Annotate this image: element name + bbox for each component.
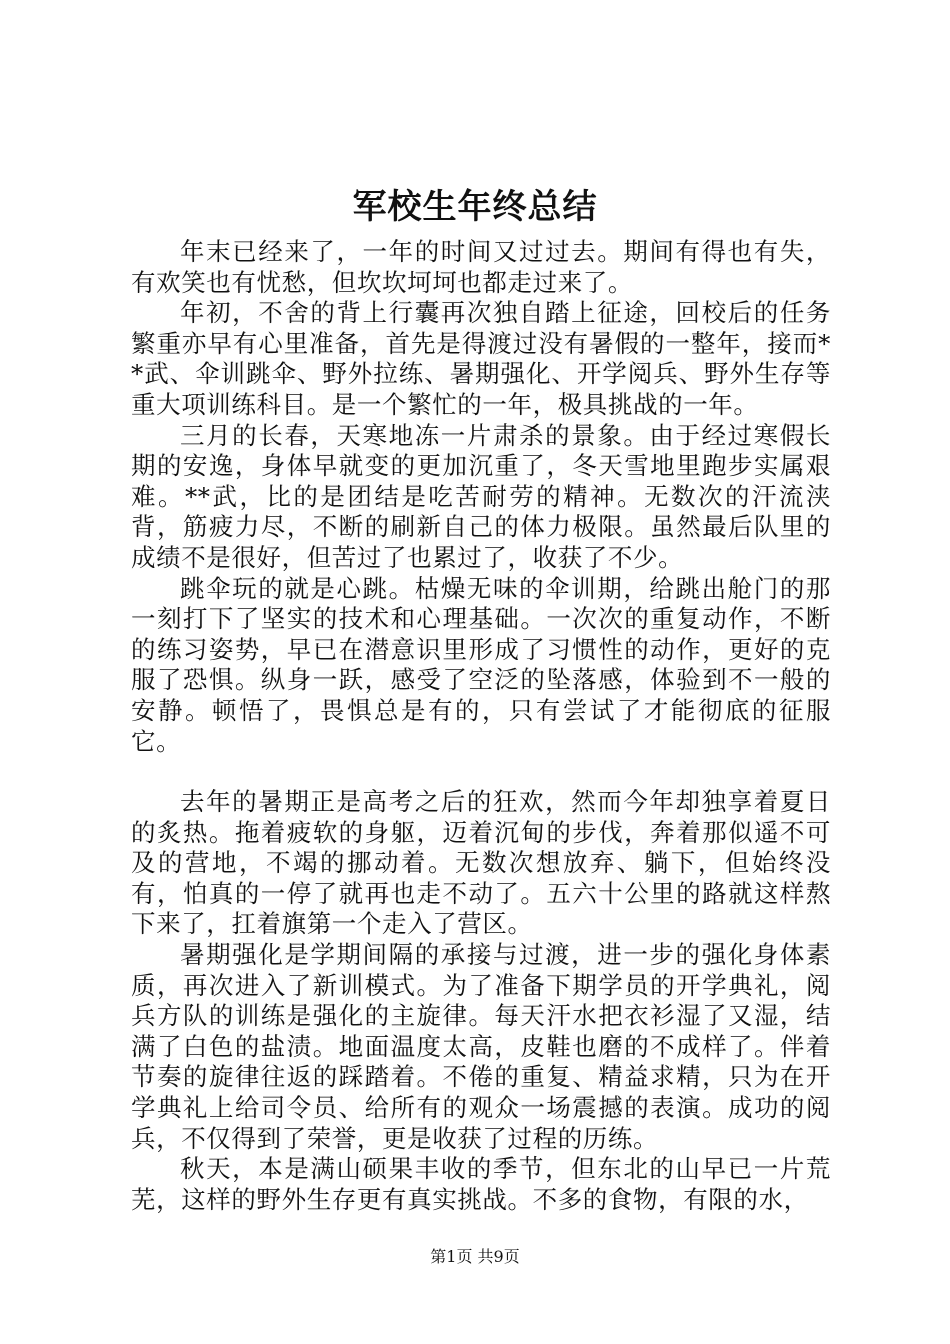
page-number: 第1页 共9页 [430,1247,520,1266]
paragraph-6: 暑期强化是学期间隔的承接与过渡，进一步的强化身体素质，再次进入了新训模式。为了准备下期学员的开学典礼，阅兵方队的训练是强化的主旋律。每天汗水把衣衫湿了又湿，结满了白色的盐渍。地面温度太高，皮鞋也磨的不成样了。伴着节奏的旋律往返的踩踏着。不倦的重复、精益求精，只为在开学典礼上给司令员、给所有的观众一场震撼的表演。成功的阅兵，不仅得到了荣誉，更是收获了过程的历练。 [131,940,831,1153]
paragraph-7: 秋天，本是满山硕果丰收的季节，但东北的山早已一片荒芜，这样的野外生存更有真实挑战。不多的食物，有限的水， [131,1154,831,1214]
paragraph-4: 跳伞玩的就是心跳。枯燥无味的伞训期，给跳出舱门的那一刻打下了坚实的技术和心理基础。一次次的重复动作，不断的练习姿势，早已在潜意识里形成了习惯性的动作，更好的克服了恐惧。纵身一跃，感受了空泛的坠落感，体验到不一般的安静。顿悟了，畏惧总是有的，只有尝试了才能彻底的征服它。 [131,573,831,756]
paragraph-2: 年初，不舍的背上行囊再次独自踏上征途，回校后的任务繁重亦早有心里准备，首先是得渡过没有暑假的一整年，接而**武、伞训跳伞、野外拉练、暑期强化、开学阅兵、野外生存等重大项训练科目。是一个繁忙的一年，极具挑战的一年。 [131,298,831,419]
document-body [131,237,831,1215]
paragraph-3: 三月的长春，天寒地冻一片肃杀的景象。由于经过寒假长期的安逸，身体早就变的更加沉重了，冬天雪地里跑步实属艰难。**武，比的是团结是吃苦耐劳的精神。无数次的汗流浃背，筋疲力尽，不断的刷新自己的体力极限。虽然最后队里的成绩不是很好，但苦过了也累过了，收获了不少。 [131,420,831,572]
document-title: 军校生年终总结 [352,187,598,227]
paragraph-1: 年末已经来了，一年的时间又过过去。期间有得也有失，有欢笑也有忧愁，但坎坎坷坷也都走过来了。 [131,237,831,297]
paragraph-5: 去年的暑期正是高考之后的狂欢，然而今年却独享着夏日的炙热。拖着疲软的身躯，迈着沉甸的步伐，奔着那似遥不可及的营地，不竭的挪动着。无数次想放弃、躺下，但始终没有，怕真的一停了就再也走不动了。五六十公里的路就这样熬下来了，扛着旗第一个走入了营区。 [131,787,831,939]
paragraph-gap [131,757,831,787]
